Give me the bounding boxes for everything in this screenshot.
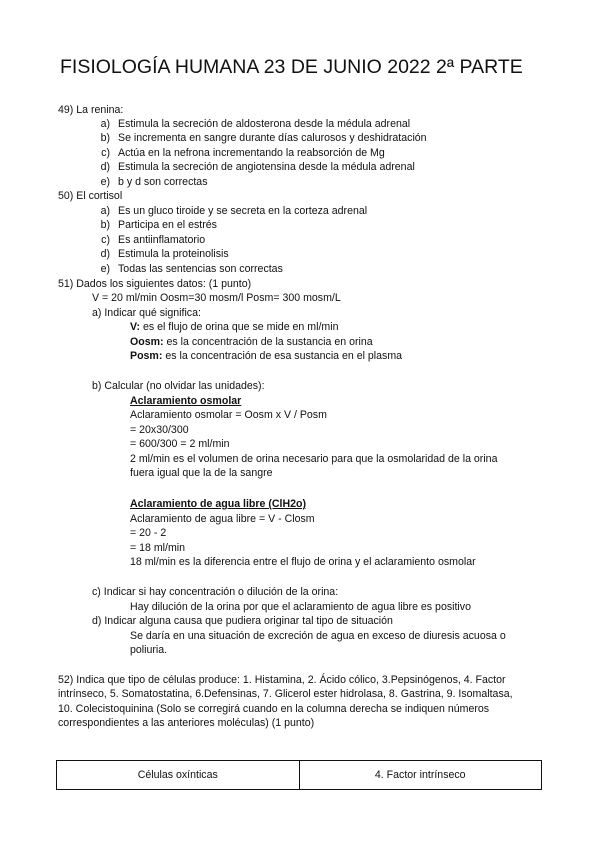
option-text: Se incrementa en sangre durante días calurosos y deshidratación bbox=[118, 132, 427, 144]
table-row bbox=[57, 761, 542, 790]
option-text: Estimula la secreción de aldosterona desde la médula adrenal bbox=[118, 118, 411, 130]
q51-c-header: c) Indicar si hay concentración o dilución de la orina: bbox=[92, 586, 339, 598]
q50-option-e bbox=[86, 262, 283, 276]
def-term: Oosm: bbox=[130, 336, 164, 348]
free-water-clearance-title: Aclaramiento de agua libre (ClH2o) bbox=[130, 498, 307, 510]
option-letter: e) bbox=[100, 263, 110, 275]
water-line: Aclaramiento de agua libre = V - Closm bbox=[130, 513, 315, 525]
q51-def-v bbox=[130, 320, 338, 334]
q50-option-a bbox=[86, 204, 367, 218]
option-text: Estimula la proteinolisis bbox=[118, 248, 229, 260]
question-52-text: correspondientes a las anteriores moléculas) (1 punto) bbox=[58, 717, 315, 729]
def-text: es la concentración de esa sustancia en el plasma bbox=[162, 350, 403, 362]
option-letter: e) bbox=[100, 176, 110, 188]
option-letter: a) bbox=[100, 118, 110, 130]
option-letter: b) bbox=[100, 132, 110, 144]
question-52-text: 52) Indica que tipo de células produce: 1. Histamina, 2. Ácido cólico, 3.Pepsinógenos, 4. Factor bbox=[58, 674, 506, 686]
option-text: Estimula la secreción de angiotensina desde la médula adrenal bbox=[118, 161, 415, 173]
q50-option-d bbox=[86, 247, 229, 261]
def-text: es la concentración de la sustancia en orina bbox=[163, 336, 373, 348]
q51-c-answer: Hay dilución de la orina por que el aclaramiento de agua libre es positivo bbox=[130, 601, 471, 613]
answer-table bbox=[56, 760, 542, 790]
question-52-text: 10. Colecistoquinina (Solo se corregirá cuando en la columna derecha se indiquen números bbox=[58, 703, 490, 715]
osm-line: = 20x30/300 bbox=[130, 424, 189, 436]
option-letter: b) bbox=[100, 219, 110, 231]
osm-line: fuera igual que la de la sangre bbox=[130, 467, 273, 479]
option-letter: d) bbox=[100, 248, 110, 260]
q51-d-header: d) Indicar alguna causa que pudiera originar tal tipo de situación bbox=[92, 615, 393, 627]
q49-option-d bbox=[86, 160, 415, 174]
cell-answer: 4. Factor intrínseco bbox=[299, 761, 542, 790]
option-text: Actúa en la nefrona incrementando la reabsorción de Mg bbox=[118, 147, 385, 159]
q49-option-a bbox=[86, 117, 410, 131]
q51-d-answer: poliuria. bbox=[130, 644, 168, 656]
q51-def-posm bbox=[130, 349, 402, 363]
option-text: Es un gluco tiroide y se secreta en la corteza adrenal bbox=[118, 205, 368, 217]
osm-line: = 600/300 = 2 ml/min bbox=[130, 438, 230, 450]
question-51-header: 51) Dados los siguientes datos: (1 punto) bbox=[58, 278, 252, 290]
q51-a-header: a) Indicar qué significa: bbox=[92, 307, 201, 319]
osm-line: Aclaramiento osmolar = Oosm x V / Posm bbox=[130, 409, 327, 421]
option-text: Participa en el estrés bbox=[118, 219, 217, 231]
option-letter: c) bbox=[101, 234, 110, 246]
option-letter: a) bbox=[100, 205, 110, 217]
osmolar-clearance-title: Aclaramiento osmolar bbox=[130, 395, 242, 407]
option-text: Es antiinflamatorio bbox=[118, 234, 206, 246]
option-letter: d) bbox=[100, 161, 110, 173]
page-title: FISIOLOGÍA HUMANA 23 DE JUNIO 2022 2ª PARTE bbox=[60, 56, 523, 78]
q49-option-e bbox=[86, 175, 208, 189]
water-line: = 18 ml/min bbox=[130, 542, 186, 554]
q51-data-line: V = 20 ml/min Oosm=30 mosm/l Posm= 300 mosm/L bbox=[92, 292, 341, 304]
question-52-text: intrínseco, 5. Somatostatina, 6.Defensinas, 7. Glicerol ester hidrolasa, 8. Gastrina, 9. Isomaltasa, bbox=[58, 688, 513, 700]
q51-d-answer: Se daría en una situación de excreción de agua en exceso de diuresis acuosa o bbox=[130, 630, 506, 642]
water-line: = 20 - 2 bbox=[130, 527, 167, 539]
q49-option-b bbox=[86, 131, 427, 145]
def-term: V: bbox=[130, 321, 141, 333]
def-text: es el flujo de orina que se mide en ml/min bbox=[140, 321, 339, 333]
water-line: 18 ml/min es la diferencia entre el flujo de orina y el aclaramiento osmolar bbox=[130, 556, 476, 568]
osm-line: 2 ml/min es el volumen de orina necesario para que la osmolaridad de la orina bbox=[130, 453, 498, 465]
option-letter: c) bbox=[101, 147, 110, 159]
option-text: b y d son correctas bbox=[118, 176, 208, 188]
question-50-header: 50) El cortisol bbox=[58, 190, 123, 202]
q51-def-oosm bbox=[130, 335, 373, 349]
q49-option-c bbox=[86, 146, 385, 160]
q51-b-header: b) Calcular (no olvidar las unidades): bbox=[92, 380, 265, 392]
q50-option-c bbox=[86, 233, 205, 247]
option-text: Todas las sentencias son correctas bbox=[118, 263, 283, 275]
question-49-header: 49) La renina: bbox=[58, 104, 124, 116]
cell-type: Células oxínticas bbox=[57, 761, 300, 790]
q50-option-b bbox=[86, 218, 217, 232]
def-term: Posm: bbox=[130, 350, 163, 362]
